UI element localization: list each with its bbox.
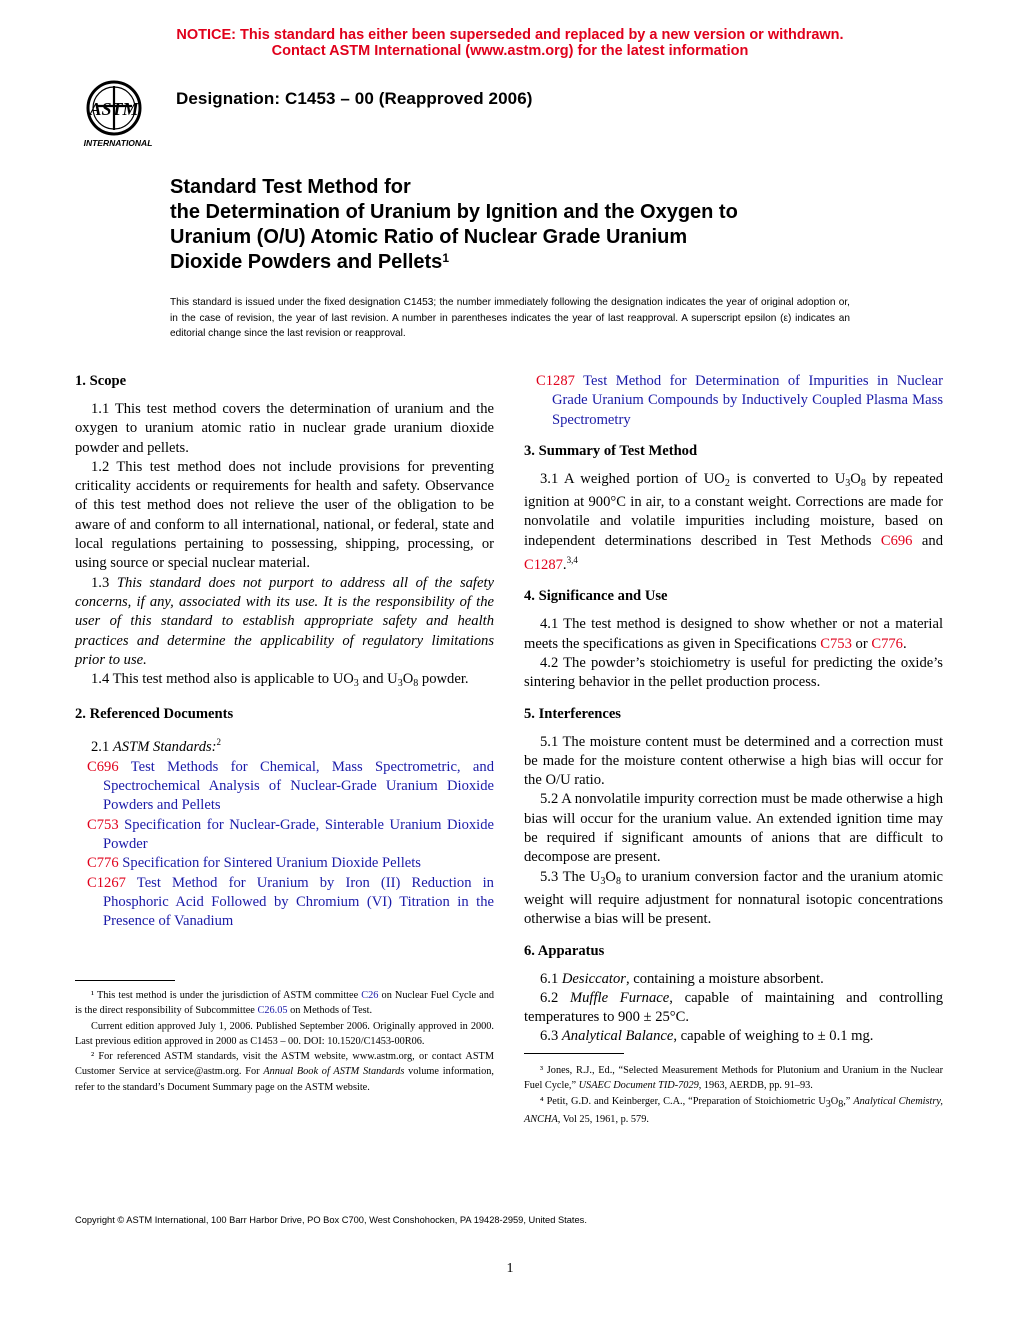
ref-c776[interactable]: C776 Specification for Sintered Uranium Dioxide Pellets [87, 855, 421, 872]
preamble: This standard is issued under the fixed designation C1453; the number immediately following the designation indicates the year of original adoption or, in the case of revision, the year of last revision. A number in parentheses indicates the year of last reapproval. A superscript epsilon (ε) indicates an editorial change since the last revision or reapproval. [170, 297, 850, 339]
link-c1287[interactable]: C1287 [524, 557, 563, 574]
page-number: 1 [506, 1261, 514, 1276]
link-c776[interactable]: C776 [871, 635, 903, 652]
apparatus-p3: 6.3 Analytical Balance, capable of weighing to ± 0.1 mg. [540, 1028, 874, 1045]
title-line-4: Dioxide Powders and Pellets [170, 251, 443, 273]
interferences-p2: 5.2 A nonvolatile impurity correction must be made otherwise a high bias will occur for the uranium value. An extended ignition time may be required if significant amounts of anions that are difficult to decompose are present. [524, 791, 943, 866]
interferences-heading: 5. Interferences [524, 705, 621, 722]
footnote-2: ² For referenced ASTM standards, visit the ASTM website, www.astm.org, or contact ASTM Customer Service at service@astm.org. For Annual Book of ASTM Standards volume information, refer to the standard’s Document Summary page on the ASTM website. [75, 1051, 494, 1093]
scope-p1: 1.1 This test method covers the determination of uranium and the oxygen to uranium atomic ratio in nuclear grade uranium dioxide powder and pellets. [75, 401, 494, 456]
document-title [170, 175, 890, 275]
significance-p1: 4.1 The test method is designed to show whether or not a material meets the specifications as given in Specifications C753 or C776. [524, 616, 943, 652]
link-c26-05[interactable]: C26.05 [257, 1005, 288, 1017]
apparatus-p2: 6.2 Muffle Furnace, capable of maintaining and controlling temperatures to 900 ± 25°C. [524, 989, 944, 1026]
apparatus-p1: 6.1 Desiccator, containing a moisture absorbent. [540, 970, 824, 987]
footnote-1: ¹ This test method is under the jurisdiction of ASTM committee C26 on Nuclear Fuel Cycle and is the direct responsibility of Subcommittee C26.05 on Methods of Test. [75, 990, 494, 1017]
footnote-rule-right [524, 1053, 624, 1054]
summary-heading: 3. Summary of Test Method [524, 442, 698, 459]
referenced-heading: 2. Referenced Documents [75, 706, 234, 723]
footnotes-left [75, 988, 494, 1095]
footnote-edition: Current edition approved July 1, 2006. Published September 2006. Originally approved in 2000. Last previous edition approved in 2000 as C1453 – 00. DOI: 10.1520/C1453-00R06. [75, 1020, 494, 1047]
title-line-1: Standard Test Method for [170, 176, 411, 198]
link-c696[interactable]: C696 [880, 532, 913, 549]
supersede-notice [0, 27, 1020, 59]
title-line-3: Uranium (O/U) Atomic Ratio of Nuclear Grade Uranium [170, 226, 688, 248]
astm-logo [76, 76, 160, 150]
title-footnote-mark: 1 [442, 251, 449, 265]
interferences-p1: 5.1 The moisture content must be determined and a correction must be made for the moisture content otherwise a high bias will occur for the O/U ratio. [524, 733, 943, 789]
footnote-rule-left [75, 980, 175, 981]
apparatus-heading: 6. Apparatus [524, 942, 605, 959]
astm-standards-label: 2.1 ASTM Standards:$^2$ [91, 737, 222, 756]
footnote-3: ³ Jones, R.J., Ed., “Selected Measurement Methods for Plutonium and Uranium in the Nuclear Fuel Cycle,” USAEC Document TID-7029, 1963, AERDB, pp. 91–93. [524, 1065, 943, 1092]
scope-p2: 1.2 This test method does not include provisions for preventing criticality accidents or requirements for health and safety. Observance of this test method does not relieve the user of the obligation to be aware of and conform to all international, national, or federal, state and local regulations pertaining to possessing, shipping, processing, or using source or special nuclear material. [75, 458, 494, 572]
designation: Designation: C1453 – 00 (Reapproved 2006) [176, 89, 533, 108]
logo-subtext: INTERNATIONAL [83, 138, 153, 148]
link-c753[interactable]: C753 [820, 635, 852, 652]
notice-line-1: NOTICE: This standard has either been superseded and replaced by a new version or withdrawn. [176, 27, 844, 43]
scope-p3: 1.3 This standard does not purport to address all of the safety concerns, if any, associated with its use. It is the responsibility of the user of this standard to establish appropriate safety and health practices and determine the applicability of regulatory limitations prior to use. [75, 574, 494, 668]
ref-c753[interactable]: C753 Specification for Nuclear-Grade, Sinterable Uranium Dioxide Powder [87, 816, 494, 852]
ref-c1287[interactable]: C1287 Test Method for Determination of Impurities in Nuclear Grade Uranium Compounds by Inductively Coupled Plasma Mass Spectrometry [536, 373, 943, 428]
footnote-4: ⁴ Petit, G.D. and Keinberger, C.A., “Preparation of Stoichiometric U3O8,” Analytical Chemistry, ANCHA, Vol 25, 1961, p. 579. [524, 1095, 943, 1125]
notice-line-2: Contact ASTM International (www.astm.org) for the latest information [271, 43, 749, 59]
scope-p4: 1.4 This test method also is applicable to $UO_3$ and $U_3O_8$ powder. [91, 671, 469, 690]
right-column [524, 372, 943, 1047]
ref-c1267[interactable]: C1267 Test Method for Uranium by Iron (II) Reduction in Phosphoric Acid Followed by Chromium (VI) Titration in the Presence of Vanadium [87, 874, 494, 930]
significance-heading: 4. Significance and Use [524, 588, 668, 605]
scope-heading: 1. Scope [75, 373, 127, 389]
title-line-2: the Determination of Uranium by Ignition and the Oxygen to [170, 201, 738, 223]
significance-p2: 4.2 The powder’s stoichiometry is useful for predicting the oxide’s sintering behavior in the pellet production process. [524, 654, 943, 691]
ref-c696[interactable]: C696 Test Methods for Chemical, Mass Spectrometric, and Spectrochemical Analysis of Nuclear-Grade Uranium Dioxide Powders and Pellets [87, 758, 494, 814]
interferences-p3: 5.3 The $U_3O_8$ to uranium conversion factor and the uranium atomic weight will require adjustment for nonnatural isotopic concentrations otherwise a bias will be present. [524, 868, 943, 928]
summary-p1: 3.1 A weighed portion of $UO_2$ is converted to $U_3O_8$ by repeated ignition at 900°C in air, to a constant weight. Corrections are made for nonvolatile and volatile impurities including moisture, based on independent determinations described in Test Methods C696 and C1287.$^{3,4}$ [524, 470, 943, 574]
logo-text: ASTM [89, 99, 139, 119]
left-column [75, 372, 494, 931]
link-c26[interactable]: C26 [361, 990, 379, 1001]
footnotes-right [524, 1063, 943, 1127]
copyright-footer: Copyright © ASTM International, 100 Barr Harbor Drive, PO Box C700, West Conshohocken, PA 19428-2959, United States. [75, 1215, 587, 1225]
